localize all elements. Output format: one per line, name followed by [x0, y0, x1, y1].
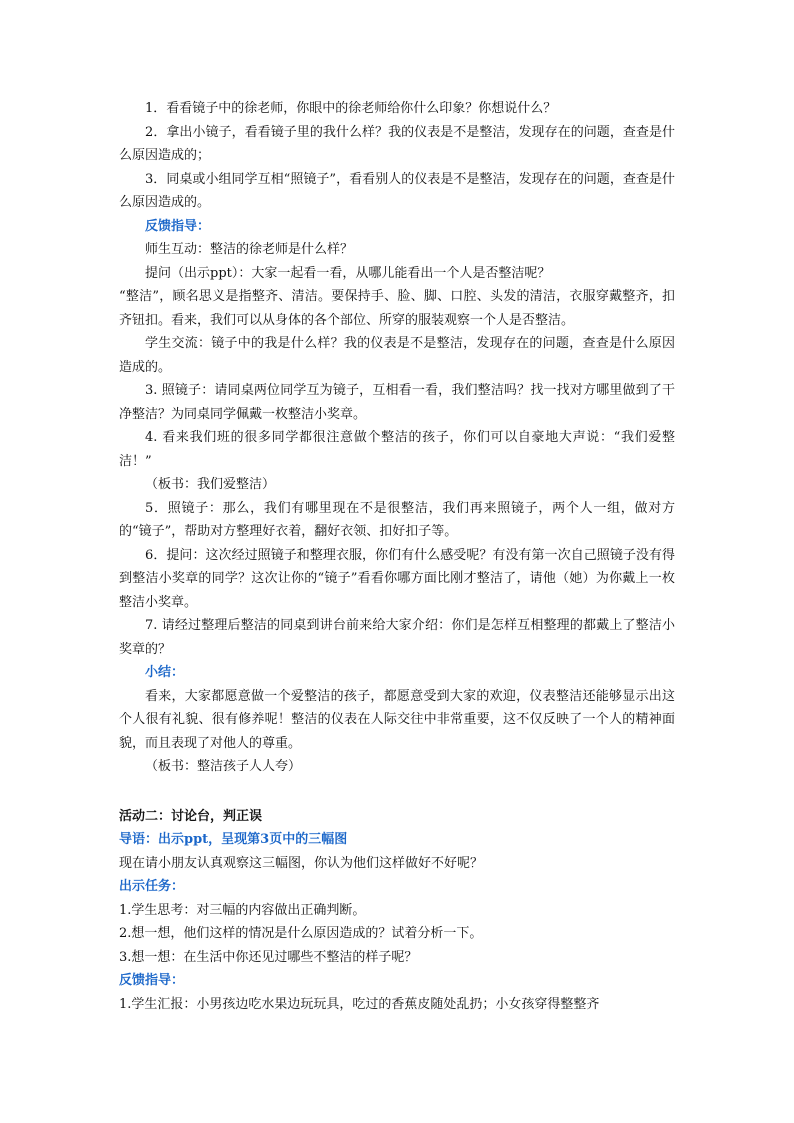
- paragraph: 2．拿出小镜子，看看镜子里的我什么样？我的仪表是不是整洁，发现存在的问题，查查是什么原因造成的；: [119, 124, 675, 163]
- paragraph: 现在请小朋友认真观察这三幅图，你认为他们这样做好不好呢？: [119, 855, 484, 871]
- section-heading: 反馈指导：: [119, 973, 185, 988]
- paragraph: 1．看看镜子中的徐老师，你眼中的徐老师给你什么印象？你想说什么？: [145, 101, 557, 116]
- paragraph: 看来，大家都愿意做一个爱整洁的孩子，都愿意受到大家的欢迎，仪表整洁还能够显示出这个人很有礼貌、很有修养呢！整洁的仪表在人际交往中非常重要，这不仅反映了一个人的精神面貌，而且表现了对他人的尊重。: [119, 688, 675, 751]
- section-heading: 反馈指导：: [145, 218, 211, 234]
- paragraph: 学生交流：镜子中的我是什么样？我的仪表是不是整洁，发现存在的问题，查查是什么原因造成的。: [119, 336, 675, 375]
- paragraph: 1.学生汇报：小男孩边吃水果边玩玩具，吃过的香蕉皮随处乱扔；小女孩穿得整整齐: [119, 996, 600, 1012]
- paragraph: 3. 照镜子：请同桌两位同学互为镜子，互相看一看，我们整洁吗？找一找对方哪里做到了干净整洁？为同桌同学佩戴一枚整洁小奖章。: [119, 383, 675, 422]
- paragraph: 5．照镜子：那么，我们有哪里现在不是很整洁，我们再来照镜子，两个人一组，做对方的“镜子”，帮助对方整理好衣着，翻好衣领、扣好扣子等。: [119, 500, 675, 539]
- paragraph: 师生互动：整洁的徐老师是什么样？: [145, 242, 354, 257]
- paragraph: 3．同桌或小组同学互相“照镜子”，看看别人的仪表是不是整洁，发现存在的问题，查查是什么原因造成的。: [119, 171, 675, 210]
- section-heading: 小结：: [145, 665, 185, 680]
- section-heading: 活动二：讨论台，判正误: [119, 808, 263, 824]
- section-heading: 出示任务：: [119, 879, 185, 894]
- paragraph: 1.学生思考：对三幅的内容做出正确判断。: [119, 902, 366, 918]
- paragraph: “整洁”，顾名思义是指整齐、清洁。要保持手、脸、脚、口腔、头发的清洁，衣服穿戴整齐，扣齐钮扣。看来，我们可以从身体的各个部位、所穿的服装观察一个人是否整洁。: [119, 289, 675, 328]
- paragraph-gap: [119, 779, 675, 805]
- paragraph: 提问（出示ppt）：大家一起看一看，从哪儿能看出一个人是否整洁呢？: [145, 265, 551, 281]
- paragraph: 4. 看来我们班的很多同学都很注意做个整洁的孩子，你们可以自豪地大声说：“我们爱整洁！”: [119, 430, 675, 469]
- paragraph: （板书：我们爱整洁）: [145, 477, 276, 492]
- paragraph: 7. 请经过整理后整洁的同桌到讲台前来给大家介绍：你们是怎样互相整理的都戴上了整洁小奖章的？: [119, 618, 675, 657]
- section-heading: 导语：出示ppt，呈现第3页中的三幅图: [119, 832, 348, 847]
- paragraph: 6．提问：这次经过照镜子和整理衣服，你们有什么感受呢？有没有第一次自己照镜子没有得到整洁小奖章的同学？这次让你的“镜子”看看你哪方面比刚才整洁了，请他（她）为你戴上一枚整洁小奖章。: [119, 547, 675, 610]
- document-body: [119, 97, 675, 1016]
- paragraph: 3.想一想：在生活中你还见过哪些不整洁的样子呢？: [119, 949, 418, 965]
- paragraph: （板书：整洁孩子人人夸）: [145, 759, 302, 774]
- paragraph: 2.想一想，他们这样的情况是什么原因造成的？试着分析一下。: [119, 926, 483, 941]
